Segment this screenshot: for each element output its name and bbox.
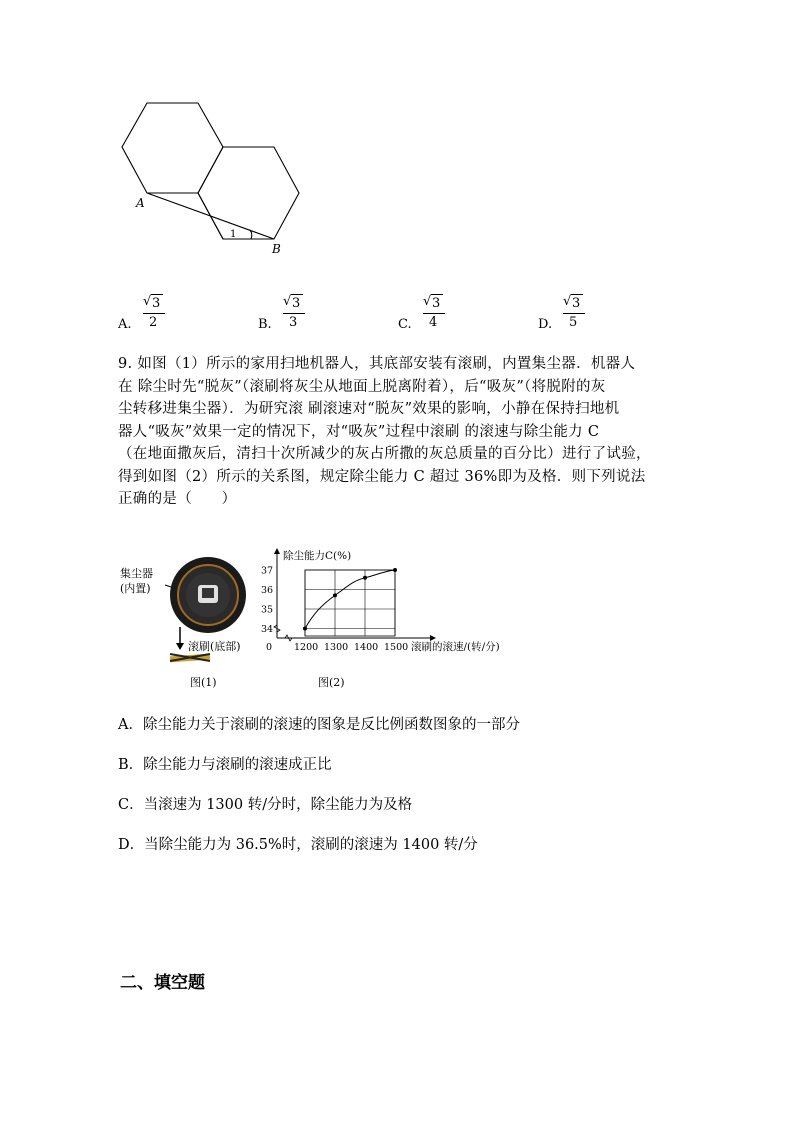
q9-option-d[interactable]: D．当除尘能力为 36.5%时，滚刷的滚速为 1400 转/分 bbox=[118, 837, 478, 853]
q8-option-d-letter[interactable]: D. bbox=[538, 317, 553, 332]
chart-point bbox=[333, 593, 337, 597]
chart-y-tick-label: 36 bbox=[261, 585, 274, 596]
robot-label-brush: 滚刷(底部) bbox=[188, 640, 241, 653]
q9-line-3: 尘转移进集尘器）．为研究滚 刷滚速对“脱灰”效果的影响，小静在保持扫地机 bbox=[118, 401, 620, 417]
chart-y-tick-label: 34 bbox=[261, 624, 274, 635]
hexagon-figure bbox=[110, 95, 320, 265]
chart-y-tick-label: 35 bbox=[261, 604, 274, 616]
q9-line-1: 9. 如图（1）所示的家用扫地机器人，其底部安装有滚刷，内置集尘器．机器人 bbox=[118, 356, 636, 372]
segment-b bbox=[198, 193, 223, 239]
hexagon-right bbox=[198, 147, 299, 239]
q8-option-b-letter[interactable]: B. bbox=[258, 317, 272, 332]
q9-option-a[interactable]: A．除尘能力关于滚刷的滚速的图象是反比例函数图象的一部分 bbox=[118, 717, 520, 733]
chart-point bbox=[303, 627, 307, 631]
chart-x-tick-label: 1200 bbox=[294, 642, 319, 653]
chart-grid bbox=[305, 570, 395, 636]
chart-point bbox=[363, 576, 367, 580]
chart-series-line bbox=[305, 570, 395, 629]
chart-x-tick-label: 1300 bbox=[324, 642, 349, 653]
chart-x-tick-label: 1400 bbox=[354, 642, 379, 653]
q9-line-7: 正确的是（ ） bbox=[118, 491, 237, 507]
label-b: B bbox=[272, 242, 281, 256]
q9-line-4: 器人“吸灰”效果一定的情况下，对“吸灰”过程中滚刷 的滚速与除尘能力 C bbox=[118, 423, 600, 440]
chart-y-tick-label: 37 bbox=[261, 565, 274, 577]
section-title: 二、填空题 bbox=[120, 973, 205, 993]
chart-grid-frame bbox=[305, 570, 395, 636]
chart-point bbox=[393, 568, 397, 572]
chart-origin-label: 0 bbox=[266, 642, 273, 653]
label-angle: 1 bbox=[230, 229, 237, 240]
robot-label-dust: 集尘器 bbox=[120, 567, 153, 580]
chart-y-arrow bbox=[274, 548, 280, 554]
robot-caption: 图(1) bbox=[190, 676, 217, 689]
robot-label-dust-sub: (内置) bbox=[120, 582, 151, 595]
label-a: A bbox=[136, 196, 145, 210]
dust-removal-chart bbox=[255, 540, 525, 660]
q9-line-2: 在 除尘时先“脱灰”（滚刷将灰尘从地面上脱离附着），后“吸灰”（将脱附的灰 bbox=[118, 378, 606, 395]
chart-ylabel: 除尘能力C(%) bbox=[283, 550, 352, 562]
q9-option-c[interactable]: C．当滚速为 1300 转/分时，除尘能力为及格 bbox=[118, 797, 413, 813]
q9-stem bbox=[118, 353, 688, 511]
chart-points bbox=[303, 568, 397, 631]
q8-option-a-letter[interactable]: A. bbox=[118, 317, 132, 332]
q9-line-6: 得到如图（2）所示的关系图，规定除尘能力 C 超过 36%即为及格．则下列说法 bbox=[118, 468, 646, 485]
chart-x-tick-label: 1500 bbox=[384, 642, 409, 653]
chart-caption: 图(2) bbox=[318, 676, 345, 689]
q9-option-b[interactable]: B．除尘能力与滚刷的滚速成正比 bbox=[118, 757, 332, 773]
q8-option-c-letter[interactable]: C. bbox=[398, 317, 412, 332]
q9-line-5: （在地面撒灰后，清扫十次所减少的灰占所撒的灰总质量的百分比）进行了试验， bbox=[118, 446, 651, 462]
chart-xlabel: 滚刷的滚速/(转/分) bbox=[411, 641, 500, 653]
hexagon-left bbox=[122, 103, 223, 193]
